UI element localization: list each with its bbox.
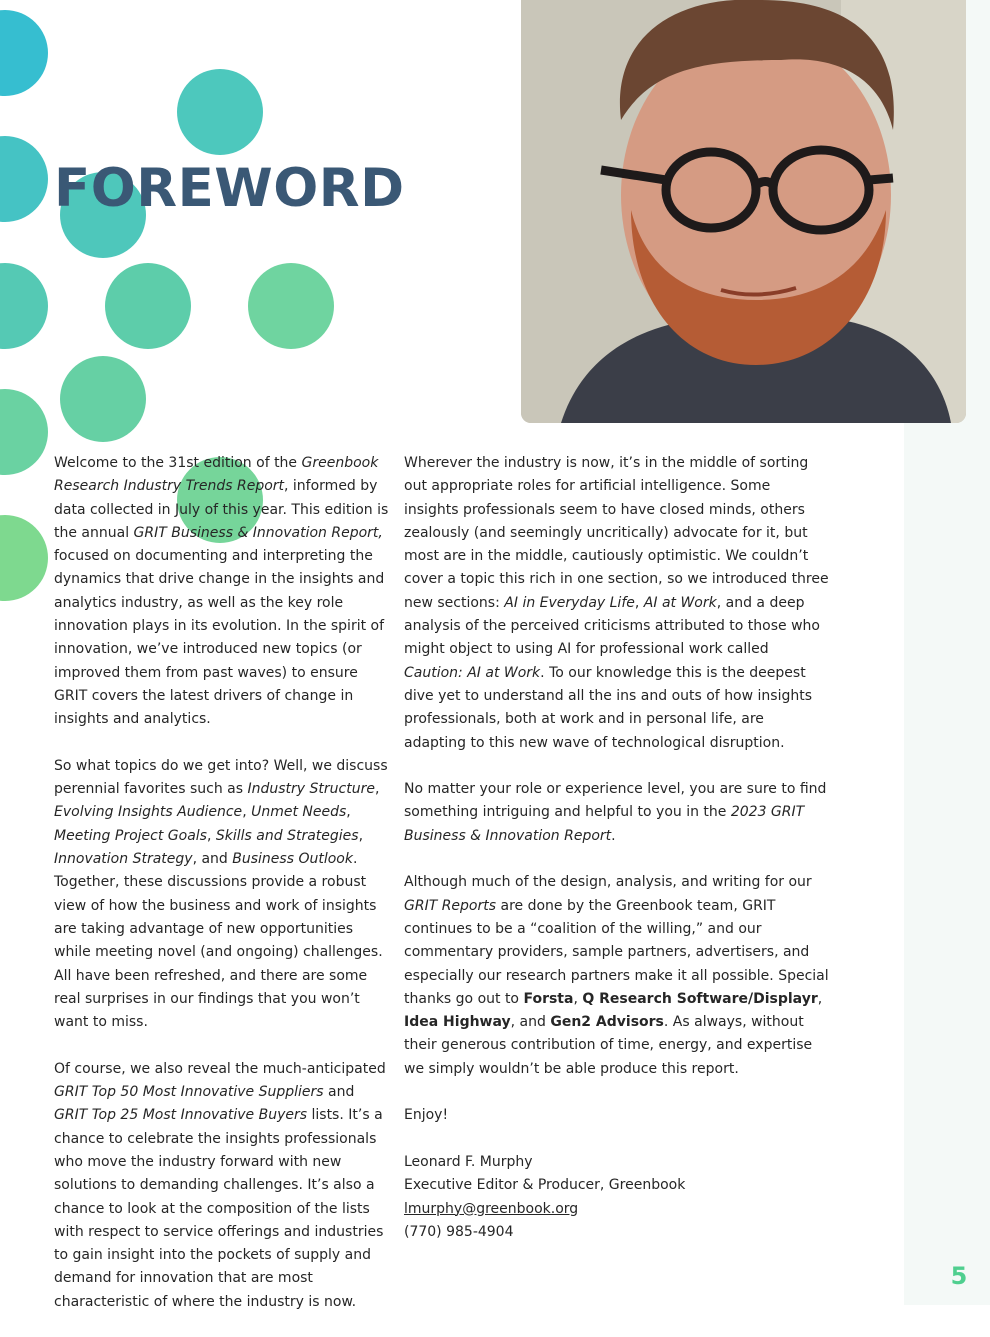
section-name: AI in Everyday Life xyxy=(504,594,635,611)
left-column xyxy=(54,452,390,1337)
decorative-dot xyxy=(105,263,191,349)
signature-name: Leonard F. Murphy xyxy=(404,1153,533,1170)
list-title: GRIT Top 50 Most Innovative Suppliers xyxy=(54,1084,324,1101)
text-run: , and xyxy=(510,1014,551,1031)
text-run: , xyxy=(358,827,364,844)
text-run: , xyxy=(634,594,644,611)
decorative-dot xyxy=(0,10,48,96)
text-run: Wherever the industry is now, it’s in the middle of sorting out appropriate roles for artificial intelligence. Some insights professionals seem to have closed minds, others zealously (and seemingly uncritically) advocate for it, but most are in the middle, cautiously optimistic. We couldn’t cover a topic this rich in one section, so we introduced three new sections: xyxy=(404,455,829,611)
decorative-dot xyxy=(177,69,263,155)
decorative-dot xyxy=(0,263,48,349)
list-title: GRIT Top 25 Most Innovative Buyers xyxy=(54,1107,308,1124)
signature-phone: (770) 985-4904 xyxy=(404,1223,514,1240)
decorative-dot xyxy=(248,263,334,349)
report-title: GRIT Business & Innovation Report, xyxy=(133,524,383,541)
topic-name: Skills and Strategies xyxy=(215,827,359,844)
report-title: 2023 GRIT Business & Innovation Report xyxy=(404,804,805,844)
partner-name: Q Research Software/Displayr xyxy=(582,990,818,1007)
topic-name: Unmet Needs xyxy=(251,804,347,821)
text-run: Of course, we also reveal the much-anticipated xyxy=(54,1060,386,1077)
closing-enjoy: Enjoy! xyxy=(404,1107,449,1124)
decorative-dot xyxy=(0,515,48,601)
report-title: Greenbook Research Industry Trends Report xyxy=(54,455,379,495)
section-name: Caution: AI at Work xyxy=(404,664,541,681)
text-run: , and xyxy=(192,851,233,868)
decorative-dot xyxy=(60,356,146,442)
text-run: , xyxy=(573,990,583,1007)
paragraph-topics xyxy=(54,755,390,1035)
text-run: Although much of the design, analysis, and writing for our xyxy=(404,874,812,891)
partner-name: Gen2 Advisors xyxy=(550,1014,664,1031)
email-link[interactable]: lmurphy@greenbook.org xyxy=(404,1200,579,1217)
text-run: , xyxy=(346,804,351,821)
portrait-photo-icon xyxy=(521,0,966,423)
partner-name: Forsta xyxy=(523,990,574,1007)
partner-name: Idea Highway xyxy=(404,1014,511,1031)
topic-name: Business Outlook xyxy=(232,851,353,868)
text-run: Welcome to the 31st edition of the xyxy=(54,455,302,471)
text-run: No matter your role or experience level, you are sure to find something intriguing and helpful to you in the xyxy=(404,781,827,821)
text-run: focused on documenting and interpreting the dynamics that drive change in the insights and analytics industry, as well as the key role innovation plays in its evolution. In the spirit of innovation, we’ve introduced new topics (or improved them from past waves) to ensure GRIT covers the latest drivers of change in insights and analytics. xyxy=(54,548,385,728)
right-column xyxy=(404,452,829,1244)
paragraph-ai xyxy=(404,452,829,755)
text-run: are done by the Greenbook team, GRIT continues to be a “coalition of the willing,” and our commentary providers, sample partners, advertisers, and especially our research partners make it all possible. Special thanks go out to xyxy=(404,897,829,1007)
paragraph-audience xyxy=(404,778,829,848)
report-title: GRIT Reports xyxy=(404,897,497,914)
paragraph-thanks xyxy=(404,871,829,1081)
signature-role: Executive Editor & Producer, Greenbook xyxy=(404,1177,686,1194)
paragraph-lists xyxy=(54,1058,390,1314)
topic-name: Innovation Strategy xyxy=(54,851,193,868)
text-run: , informed by data collected in July of this year. This edition is the annual xyxy=(54,478,389,541)
text-run: , and a deep analysis of the perceived criticisms attributed to those who might object to using AI for professional work called xyxy=(404,594,820,658)
decorative-dot xyxy=(0,389,48,475)
page-title: FOREWORD xyxy=(54,158,405,219)
text-run: . As always, without their generous contribution of time, energy, and expertise we simply wouldn’t be able produce this report. xyxy=(404,1014,813,1077)
topic-name: Meeting Project Goals xyxy=(54,827,207,844)
topic-name: Industry Structure xyxy=(247,781,375,798)
text-run: , xyxy=(374,781,380,798)
text-run: . xyxy=(611,827,616,844)
signature-block xyxy=(404,1151,829,1244)
text-run: and xyxy=(323,1084,355,1101)
text-run: , xyxy=(242,804,252,821)
topic-name: Evolving Insights Audience xyxy=(54,804,243,821)
text-run: So what topics do we get into? Well, we discuss perennial favorites such as xyxy=(54,757,388,798)
page-number: 5 xyxy=(950,1262,968,1290)
section-name: AI at Work xyxy=(643,594,717,611)
paragraph-intro xyxy=(54,452,390,732)
text-run: lists. It’s a chance to celebrate the insights professionals who move the industry forward with new solutions to demanding challenges. It’s also a chance to look at the composition of the lists with respect to service offerings and industries to gain insight into the pockets of supply and demand for innovation that are most characteristic of where the industry is now. xyxy=(54,1107,384,1310)
text-run: , xyxy=(817,990,823,1007)
text-run: . Together, these discussions provide a robust view of how the business and work of insights are taking advantage of new opportunities while meeting novel (and ongoing) challenges. All have been refreshed, and there are some real surprises in our findings that you won’t want to miss. xyxy=(54,851,383,1031)
text-run: , xyxy=(206,827,216,844)
text-run: . To our knowledge this is the deepest dive yet to understand all the ins and outs of how insights professionals, both at work and in personal life, are adapting to this new wave of technological disruption. xyxy=(404,664,813,751)
portrait-photo xyxy=(521,0,966,423)
decorative-dot xyxy=(0,136,48,222)
